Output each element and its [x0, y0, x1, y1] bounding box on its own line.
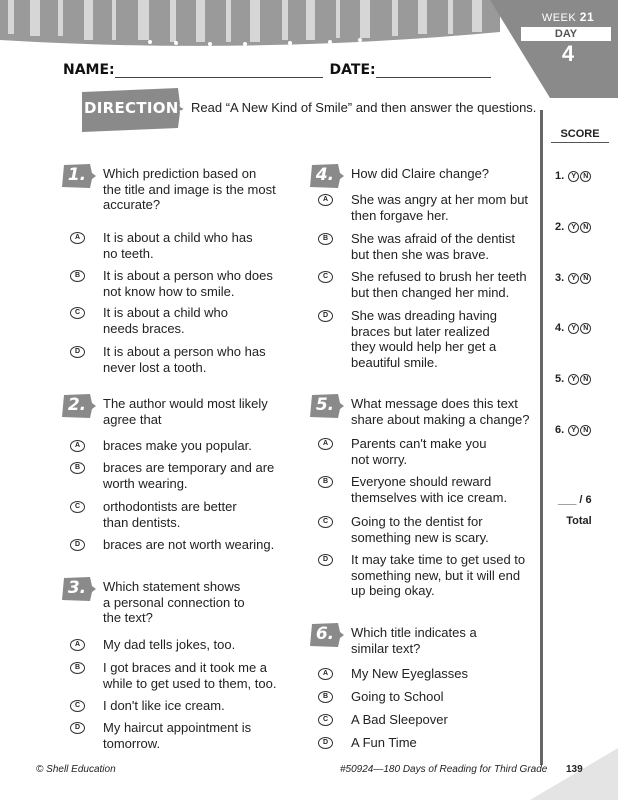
answer-option-text: but then she was brave. — [351, 246, 490, 262]
answer-option-text: braces but later realized — [351, 323, 490, 339]
yes-circle[interactable]: Y — [568, 222, 579, 233]
no-circle[interactable]: N — [580, 171, 591, 182]
total-label: Total — [566, 515, 592, 527]
answer-bubble[interactable]: C — [70, 700, 85, 712]
yes-circle[interactable]: Y — [568, 374, 579, 385]
answer-option-text: She was dreading having — [351, 308, 497, 323]
question-number: 3. — [67, 578, 87, 598]
answer-option-text: It is about a person who does — [103, 268, 273, 283]
question-number-badge — [308, 623, 344, 647]
score-item: 1. Y N — [555, 170, 591, 182]
answer-bubble[interactable]: C — [70, 501, 85, 513]
answer-bubble[interactable]: C — [318, 271, 333, 283]
question-number-badge — [60, 164, 96, 188]
answer-option-text: My dad tells jokes, too. — [103, 637, 236, 652]
answer-option-text: they would help her get a — [351, 339, 497, 354]
question-number-badge — [60, 577, 96, 601]
answer-bubble[interactable]: A — [318, 194, 333, 206]
directions-label: DIRECTIONS — [84, 99, 190, 117]
answer-bubble[interactable]: B — [318, 233, 333, 245]
question-text: Which title indicates a — [351, 625, 477, 640]
no-circle[interactable]: N — [580, 222, 591, 233]
question-text: agree that — [103, 411, 162, 427]
answer-option-text: something new, but it will end — [351, 567, 521, 583]
answer-option-text: not know how to smile. — [103, 283, 235, 299]
score-item: 5. Y N — [555, 373, 591, 385]
answer-bubble[interactable]: B — [318, 476, 333, 488]
answer-bubble[interactable]: D — [318, 737, 333, 749]
answer-option-text: Going to the dentist for — [351, 514, 483, 529]
yes-circle[interactable]: Y — [568, 323, 579, 334]
answer-option-text: My New Eyeglasses — [351, 666, 469, 681]
no-circle[interactable]: N — [580, 273, 591, 284]
no-circle[interactable]: N — [580, 374, 591, 385]
score-item: 2. Y N — [555, 221, 591, 233]
yes-circle[interactable]: Y — [568, 171, 579, 182]
question-text: the title and image is the most — [103, 181, 276, 197]
question-text: similar text? — [351, 640, 421, 656]
directions-text: Read “A New Kind of Smile” and then answer the questions. — [191, 100, 537, 115]
answer-option-text: no teeth. — [103, 245, 154, 261]
directions-tag — [80, 88, 190, 132]
question-number: 6. — [315, 624, 335, 644]
no-circle[interactable]: N — [580, 323, 591, 334]
footer-publisher: © Shell Education — [36, 764, 116, 775]
answer-option-text: never lost a tooth. — [103, 359, 207, 375]
answer-bubble[interactable]: A — [318, 668, 333, 680]
answer-bubble[interactable]: B — [318, 691, 333, 703]
name-date-row — [63, 62, 491, 78]
day-label: DAY — [521, 27, 611, 41]
answer-option-text: beautiful smile. — [351, 354, 438, 370]
answer-bubble[interactable]: B — [70, 462, 85, 474]
total-blank[interactable]: ___ / 6 — [558, 494, 592, 506]
answer-option-text: It is about a person who has — [103, 344, 266, 359]
answer-bubble[interactable]: C — [70, 307, 85, 319]
score-item: 3. Y N — [555, 272, 591, 284]
question-number: 5. — [315, 395, 335, 415]
name-label: NAME: — [63, 62, 115, 78]
week-day-tab — [490, 0, 618, 98]
answer-bubble[interactable]: A — [70, 232, 85, 244]
question-text: a personal connection to — [103, 594, 245, 610]
question-number: 1. — [67, 165, 87, 185]
answer-option-text: She refused to brush her teeth — [351, 269, 527, 284]
answer-bubble[interactable]: B — [70, 662, 85, 674]
answer-bubble[interactable]: A — [70, 440, 85, 452]
question-text: Which statement shows — [103, 579, 241, 594]
question-number: 2. — [67, 395, 87, 415]
answer-option-text: Going to School — [351, 689, 444, 704]
answer-bubble[interactable]: D — [70, 346, 85, 358]
answer-option-text: tomorrow. — [103, 735, 161, 751]
yes-circle[interactable]: Y — [568, 425, 579, 436]
question-number-badge — [60, 394, 96, 418]
question-number-badge — [308, 164, 344, 188]
question-text: The author would most likely — [103, 396, 268, 411]
answer-option-text: then forgave her. — [351, 207, 449, 223]
answer-option-text: worth wearing. — [103, 475, 188, 491]
footer-book: #50924—180 Days of Reading for Third Grade — [340, 764, 548, 775]
answer-bubble[interactable]: D — [318, 310, 333, 322]
question-text: How did Claire change? — [351, 166, 490, 181]
answer-option-text: A Fun Time — [351, 735, 417, 750]
answer-option-text: than dentists. — [103, 514, 181, 530]
no-circle[interactable]: N — [580, 425, 591, 436]
answer-option-text: She was afraid of the dentist — [351, 231, 516, 246]
answer-option-text: needs braces. — [103, 320, 185, 336]
answer-option-text: not worry. — [351, 451, 408, 467]
date-field[interactable] — [376, 64, 491, 78]
answer-option-text: I don't like ice cream. — [103, 698, 225, 713]
answer-option-text: something new is scary. — [351, 529, 489, 545]
page-number: 139 — [566, 764, 583, 775]
question-text: accurate? — [103, 197, 161, 212]
answer-option-text: up being okay. — [351, 583, 435, 598]
score-item: 6. Y N — [555, 424, 591, 436]
answer-option-text: braces make you popular. — [103, 438, 252, 453]
answer-bubble[interactable]: D — [70, 539, 85, 551]
score-column — [540, 110, 618, 765]
answer-option-text: I got braces and it took me a — [103, 660, 268, 675]
answer-option-text: braces are temporary and are — [103, 460, 275, 475]
answer-bubble[interactable]: A — [70, 639, 85, 651]
answer-option-text: Everyone should reward — [351, 474, 492, 489]
answer-option-text: but then changed her mind. — [351, 284, 510, 300]
answer-bubble[interactable]: D — [318, 554, 333, 566]
answer-option-text: My haircut appointment is — [103, 720, 252, 735]
answer-bubble[interactable]: C — [318, 714, 333, 726]
answer-option-text: She was angry at her mom but — [351, 192, 529, 207]
yes-circle[interactable]: Y — [568, 273, 579, 284]
answer-bubble[interactable]: D — [70, 722, 85, 734]
question-number: 4. — [315, 165, 335, 185]
question-text: share about making a change? — [351, 411, 530, 427]
answer-option-text: themselves with ice cream. — [351, 489, 508, 505]
answer-option-text: orthodontists are better — [103, 499, 237, 514]
question-text: Which prediction based on — [103, 166, 257, 181]
answer-option-text: A Bad Sleepover — [351, 712, 448, 727]
question-text: the text? — [103, 610, 153, 625]
date-label: DATE: — [329, 62, 376, 78]
answer-option-text: It is about a child who has — [103, 230, 253, 245]
score-item: 4. Y N — [555, 322, 591, 334]
day-number: 4 — [561, 41, 575, 66]
answer-bubble[interactable]: A — [318, 438, 333, 450]
week-label: WEEK 21 — [541, 10, 595, 24]
answer-option-text: It is about a child who — [103, 305, 229, 320]
score-title: SCORE — [551, 128, 609, 143]
answer-bubble[interactable]: B — [70, 270, 85, 282]
name-field[interactable] — [115, 64, 323, 78]
question-text: What message does this text — [351, 396, 518, 411]
question-number-badge — [308, 394, 344, 418]
answer-option-text: while to get used to them, too. — [103, 675, 277, 691]
answer-bubble[interactable]: C — [318, 516, 333, 528]
answer-option-text: Parents can't make you — [351, 436, 487, 451]
week-number: 21 — [579, 10, 595, 24]
answer-option-text: braces are not worth wearing. — [103, 537, 275, 552]
answer-option-text: It may take time to get used to — [351, 552, 526, 567]
